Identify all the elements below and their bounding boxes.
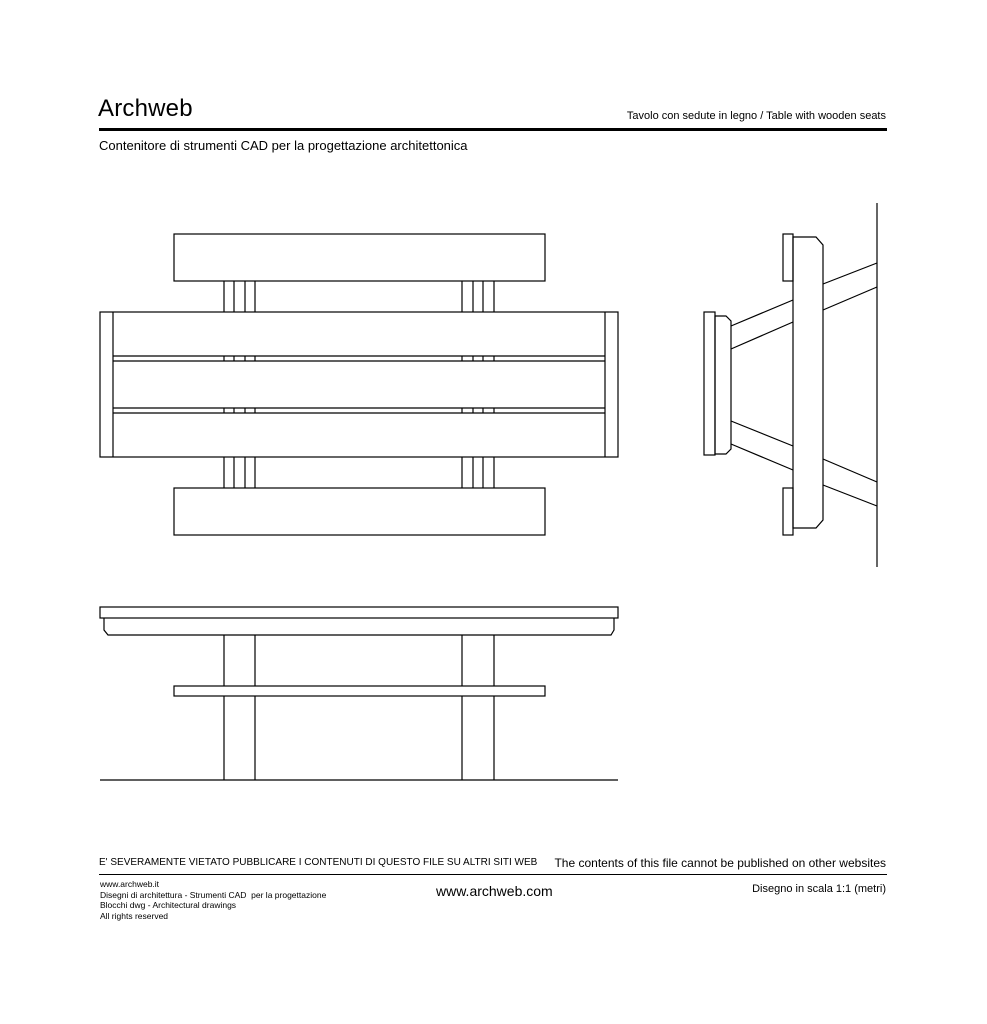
plan-view [100, 234, 618, 535]
side-diagonal-legs [731, 263, 877, 506]
front-legs [224, 635, 494, 780]
plan-supports-lower [224, 457, 494, 488]
footer-line-blocks: Blocchi dwg - Architectural drawings [100, 900, 237, 910]
warning-italian: E' SEVERAMENTE VIETATO PUBBLICARE I CONTENUTI DI QUESTO FILE SU ALTRI SITI WEB [99, 857, 538, 868]
footer-line-description: Disegni di architettura - Strumenti CAD per la progettazione [100, 889, 327, 900]
footer-divider [99, 874, 887, 875]
plan-bench-top [174, 234, 545, 281]
side-bench-seat-outer [704, 312, 715, 455]
side-top-edge-upper [783, 234, 793, 281]
side-view [704, 203, 877, 567]
page-subtitle: Contenitore di strumenti CAD per la progettazione architettonica [99, 138, 468, 153]
footer-info [100, 879, 326, 921]
front-table-apron [104, 618, 614, 635]
side-table-top [793, 237, 823, 528]
plan-bench-bottom [174, 488, 545, 535]
front-bench-seat [174, 686, 545, 696]
sheet-title: Tavolo con sedute in legno / Table with wooden seats [626, 110, 886, 122]
warning-english: The contents of this file cannot be published on other websites [554, 856, 886, 870]
footer-line-url: www.archweb.it [100, 879, 160, 889]
side-bench-seat-inner [715, 316, 731, 454]
front-table-top [100, 607, 618, 618]
front-elevation [100, 607, 618, 780]
side-top-edge-lower [783, 488, 793, 535]
brand-logo-text: Archweb [98, 95, 193, 122]
plan-supports-upper [224, 281, 494, 312]
footer-line-rights: All rights reserved [100, 910, 169, 921]
plan-table-top [100, 312, 618, 457]
footer-website: www.archweb.com [436, 883, 553, 899]
scale-note: Disegno in scala 1:1 (metri) [752, 883, 886, 895]
